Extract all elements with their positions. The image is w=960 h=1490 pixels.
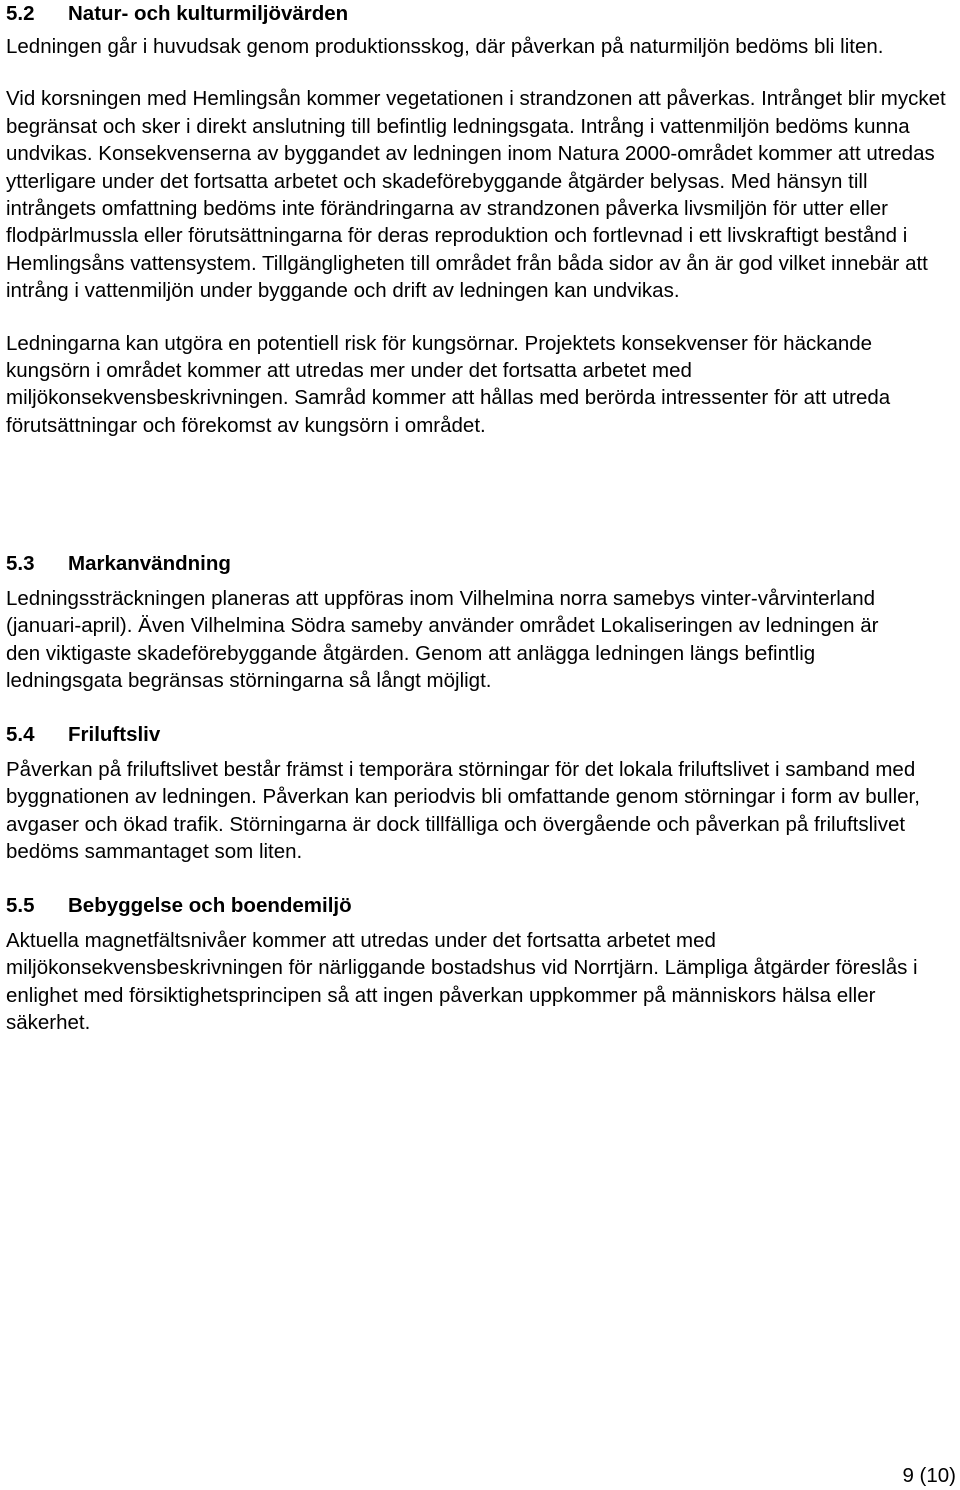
paragraph: Vid korsningen med Hemlingsån kommer vegetationen i strandzonen att påverkas. Intrånget blir mycket begränsat och sker i direkt anslutning till befintlig ledningsgata. Intrång i vattenmiljön bedöms kunna undvikas. Konsekvenserna av byggandet av ledningen inom Natura 2000-området kommer att utredas ytterligare under det fortsatta arbetet och skadeförebyggande åtgärder belysas. Med hänsyn till intrångets omfattning bedöms inte förändringarna av strandzonen påverka livsmiljön för utter eller flodpärlmussla eller förutsättningarna för deras reproduktion och fortlevnad i ett livskraftigt bestånd i Hemlingsåns vattensystem. Tillgängligheten till området från båda sidor av ån är god vilket innebär att intrång i vattenmiljön under byggande och drift av ledningen kan undvikas.: [6, 87, 946, 303]
section-heading: [6, 721, 956, 748]
paragraph: Ledningarna kan utgöra en potentiell risk för kungsörnar. Projektets konsekvenser för häckande kungsörn i området kommer att utredas mer under det fortsatta arbetet med miljökonsekvensbeskrivningen. Samråd kommer att hållas med berörda intressenter för att utreda förutsättningar och förekomst av kungsörn i området.: [6, 331, 891, 437]
section-number: 5.5: [6, 894, 35, 917]
section-heading: [6, 550, 956, 577]
section-title: Friluftsliv: [68, 723, 161, 746]
section-title: Bebyggelse och boendemiljö: [68, 894, 352, 917]
section-number: 5.4: [6, 723, 35, 746]
paragraph: Aktuella magnetfältsnivåer kommer att utredas under det fortsatta arbetet med miljökonsekvensbeskrivningen för närliggande bostadshus vid Norrtjärn. Lämpliga åtgärder föreslås i enlighet med försiktighetsprincipen så att ingen påverkan uppkommer på människors hälsa eller säkerhet.: [6, 929, 918, 1035]
paragraph: Ledningen går i huvudsak genom produktionsskog, där påverkan på naturmiljön bedöms bli liten.: [6, 35, 884, 58]
section-number: 5.2: [6, 2, 35, 25]
section-title: Markanvändning: [68, 552, 231, 575]
section-5-5: [6, 892, 956, 1037]
section-heading: [6, 0, 951, 27]
section-number: 5.3: [6, 552, 35, 575]
section-title: Natur- och kulturmiljövärden: [68, 2, 349, 25]
paragraph: Ledningssträckningen planeras att uppföras inom Vilhelmina norra samebys vinter-vårvinterland (januari-april). Även Vilhelmina Södra sameby använder området Lokaliseringen av ledningen är den viktigaste skadeförebyggande åtgärden. Genom att anlägga ledningen längs befintlig ledningsgata begränsas störningarna så långt möjligt.: [6, 587, 879, 693]
section-5-4: [6, 721, 956, 866]
section-5-3: [6, 550, 956, 695]
page-number: 9 (10): [902, 1464, 956, 1487]
section-5-2: [6, 0, 951, 439]
paragraph: Påverkan på friluftslivet består främst i temporära störningar för det lokala friluftslivet i samband med byggnationen av ledningen. Påverkan kan periodvis bli omfattande genom störningar i form av buller, avgaser och ökad trafik. Störningarna är dock tillfälliga och övergående och påverkan på friluftslivet bedöms sammantaget som liten.: [6, 758, 920, 864]
section-heading: [6, 892, 956, 919]
